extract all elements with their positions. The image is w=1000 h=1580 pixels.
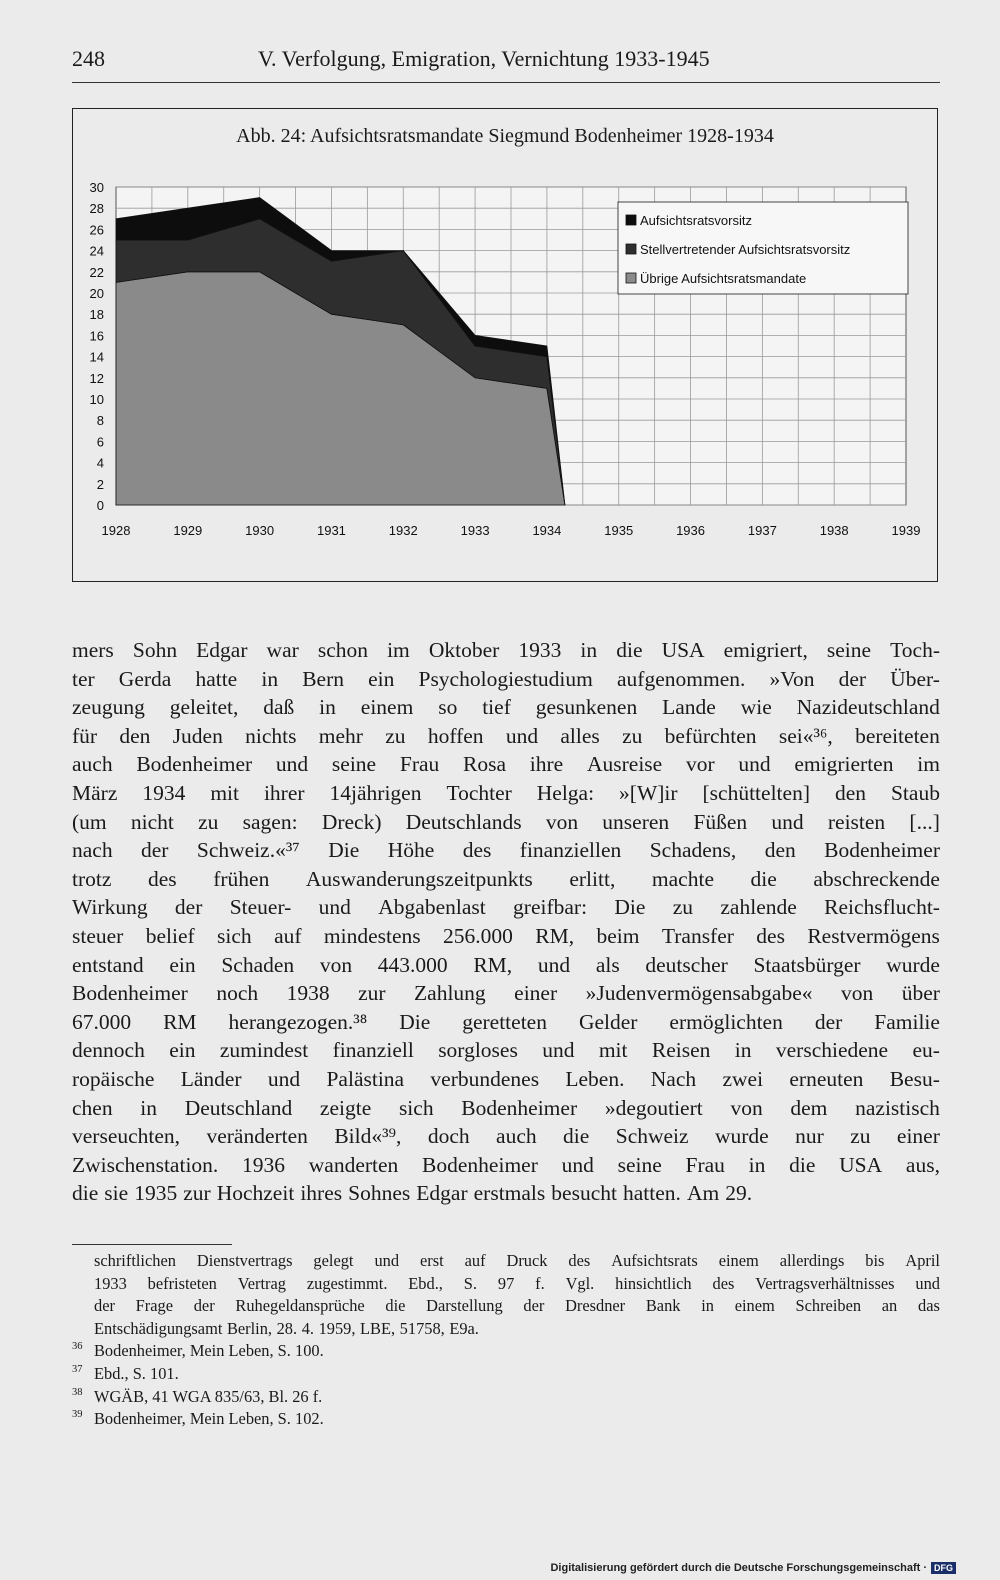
y-tick-label: 2 — [96, 476, 104, 492]
y-tick-label: 6 — [96, 434, 104, 450]
body-line: 67.000 RM herangezogen.³⁸ Die geretteten Gelder ermöglichten der Familie — [72, 1009, 940, 1034]
footnote-text: Bodenheimer, Mein Leben, S. 102. — [94, 1409, 324, 1429]
footnotes — [72, 1250, 940, 1431]
y-tick-label: 16 — [89, 328, 104, 344]
body-line: trotz des frühen Auswanderungszeitpunkts erlitt, machte die abschreckende — [72, 866, 940, 891]
y-tick-label: 14 — [89, 349, 104, 365]
footnote-line: Entschädigungsamt Berlin, 28. 4. 1959, LBE, 51758, E9a. — [94, 1318, 479, 1338]
body-line: zeugung geleitet, daß in einem so tief gesunkenen Lande wie Nazideutschland — [72, 695, 940, 720]
y-tick-label: 24 — [89, 243, 104, 259]
y-tick-label: 18 — [89, 307, 104, 323]
body-line: Zwischenstation. 1936 wanderten Bodenheimer und seine Frau in die USA aus, — [72, 1152, 940, 1177]
y-tick-label: 22 — [89, 264, 104, 280]
footer-credit — [550, 1562, 956, 1574]
body-line: ropäische Länder und Palästina verbundenes Leben. Nach zwei erneuten Besu- — [72, 1066, 940, 1091]
y-tick-label: 4 — [96, 455, 104, 471]
figure-caption: Abb. 24: Aufsichtsratsmandate Siegmund Bodenheimer 1928-1934 — [236, 125, 774, 147]
body-line: dennoch ein zumindest finanziell sorgloses und mit Reisen in verschiedene eu- — [72, 1038, 940, 1063]
footnote-text: Ebd., S. 101. — [94, 1363, 179, 1383]
body-line: März 1934 mit ihrer 14jährigen Tochter Helga: »[W]ir [schüttelten] den Staub — [72, 780, 940, 805]
legend-swatch — [626, 244, 636, 254]
y-tick-label: 26 — [89, 222, 104, 238]
x-tick-label: 1939 — [891, 523, 921, 538]
dfg-logo: DFG — [931, 1562, 956, 1574]
footnote — [72, 1340, 940, 1363]
footnote-text: WGÄB, 41 WGA 835/63, Bl. 26 f. — [94, 1386, 323, 1406]
body-line: auch Bodenheimer und seine Frau Rosa ihre Ausreise vor und emigrierten im — [72, 752, 940, 777]
footnote-line: 1933 befristeten Vertrag zugestimmt. Ebd., S. 97 f. Vgl. hinsichtlich des Vertragsverhältnisses und — [94, 1273, 940, 1293]
body-line: ter Gerda hatte in Bern ein Psychologiestudium aufgenommen. »Von der Über- — [72, 666, 940, 691]
body-line: die sie 1935 zur Hochzeit ihres Sohnes Edgar erstmals besucht hatten. Am 29. — [72, 1181, 753, 1206]
x-tick-label: 1932 — [388, 523, 418, 538]
footnote-number: 39 — [72, 1409, 83, 1421]
figure-box — [72, 108, 938, 582]
footnote-divider — [72, 1244, 232, 1245]
legend-label: Übrige Aufsichtsratsmandate — [640, 271, 807, 286]
y-tick-label: 0 — [96, 498, 104, 513]
body-line: für den Juden nichts mehr zu hoffen und alles zu befürchten sei«³⁶, bereiteten — [72, 723, 940, 748]
x-tick-label: 1929 — [173, 523, 203, 538]
body-line: (um nicht zu sagen: Dreck) Deutschlands von unseren Füßen und reisten [...] — [72, 809, 940, 834]
x-tick-label: 1934 — [532, 523, 562, 538]
x-tick-label: 1937 — [747, 523, 777, 538]
footnote-number: 38 — [72, 1386, 83, 1398]
footnote — [72, 1408, 940, 1431]
x-tick-label: 1928 — [101, 523, 131, 538]
footnote-number: 37 — [72, 1363, 83, 1375]
footer-credit-text: Digitalisierung gefördert durch die Deutsche Forschungsgemeinschaft · — [550, 1562, 927, 1574]
y-tick-label: 12 — [89, 370, 104, 386]
y-tick-label: 20 — [89, 286, 104, 301]
y-tick-label: 8 — [96, 413, 104, 429]
body-text — [72, 636, 940, 1208]
body-line: Wirkung der Steuer- und Abgabenlast greifbar: Die zu zahlende Reichsflucht- — [72, 895, 940, 920]
body-line: entstand ein Schaden von 443.000 RM, und als deutscher Staatsbürger wurde — [72, 952, 940, 977]
y-tick-label: 30 — [89, 180, 104, 195]
legend-swatch — [626, 273, 636, 283]
running-head: V. Verfolgung, Emigration, Vernichtung 1933-1945 — [258, 46, 710, 71]
footnote — [72, 1386, 940, 1409]
x-tick-label: 1935 — [604, 523, 634, 538]
page-header — [72, 42, 940, 83]
body-line: chen in Deutschland zeigte sich Bodenheimer »degoutiert von dem nazistisch — [72, 1095, 940, 1120]
body-line: steuer belief sich auf mindestens 256.000 RM, beim Transfer des Restvermögens — [72, 923, 940, 948]
legend-label: Stellvertretender Aufsichtsratsvorsitz — [640, 242, 851, 257]
legend-swatch — [626, 215, 636, 225]
footnote-text: Bodenheimer, Mein Leben, S. 100. — [94, 1341, 324, 1361]
y-tick-label: 10 — [89, 392, 104, 407]
footnote-continuation — [72, 1250, 940, 1340]
footnote — [72, 1363, 940, 1386]
body-line: nach der Schweiz.«³⁷ Die Höhe des finanziellen Schadens, den Bodenheimer — [72, 838, 940, 863]
x-tick-label: 1933 — [460, 523, 490, 538]
area-chart — [73, 109, 937, 581]
body-line: verseuchten, veränderten Bild«³⁹, doch auch die Schweiz wurde nur zu einer — [72, 1124, 940, 1149]
legend-label: Aufsichtsratsvorsitz — [640, 213, 752, 228]
body-line: Bodenheimer noch 1938 zur Zahlung einer »Judenvermögensabgabe« von über — [72, 981, 940, 1006]
footnote-line: schriftlichen Dienstvertrags gelegt und erst auf Druck des Aufsichtsrats einem allerdings bis April — [94, 1251, 940, 1270]
body-line: mers Sohn Edgar war schon im Oktober 1933 in die USA emigriert, seine Toch- — [72, 638, 940, 662]
x-tick-label: 1930 — [245, 523, 275, 538]
x-tick-label: 1931 — [316, 523, 346, 538]
page-number: 248 — [72, 46, 105, 71]
y-tick-label: 28 — [89, 201, 104, 217]
footnote-line: der Frage der Ruhegeldansprüche die Darstellung der Dresdner Bank in einem Schreiben an das — [94, 1296, 940, 1316]
x-tick-label: 1938 — [819, 523, 849, 538]
footnote-list — [72, 1340, 940, 1430]
footnote-number: 36 — [72, 1341, 83, 1353]
x-tick-label: 1936 — [676, 523, 706, 538]
